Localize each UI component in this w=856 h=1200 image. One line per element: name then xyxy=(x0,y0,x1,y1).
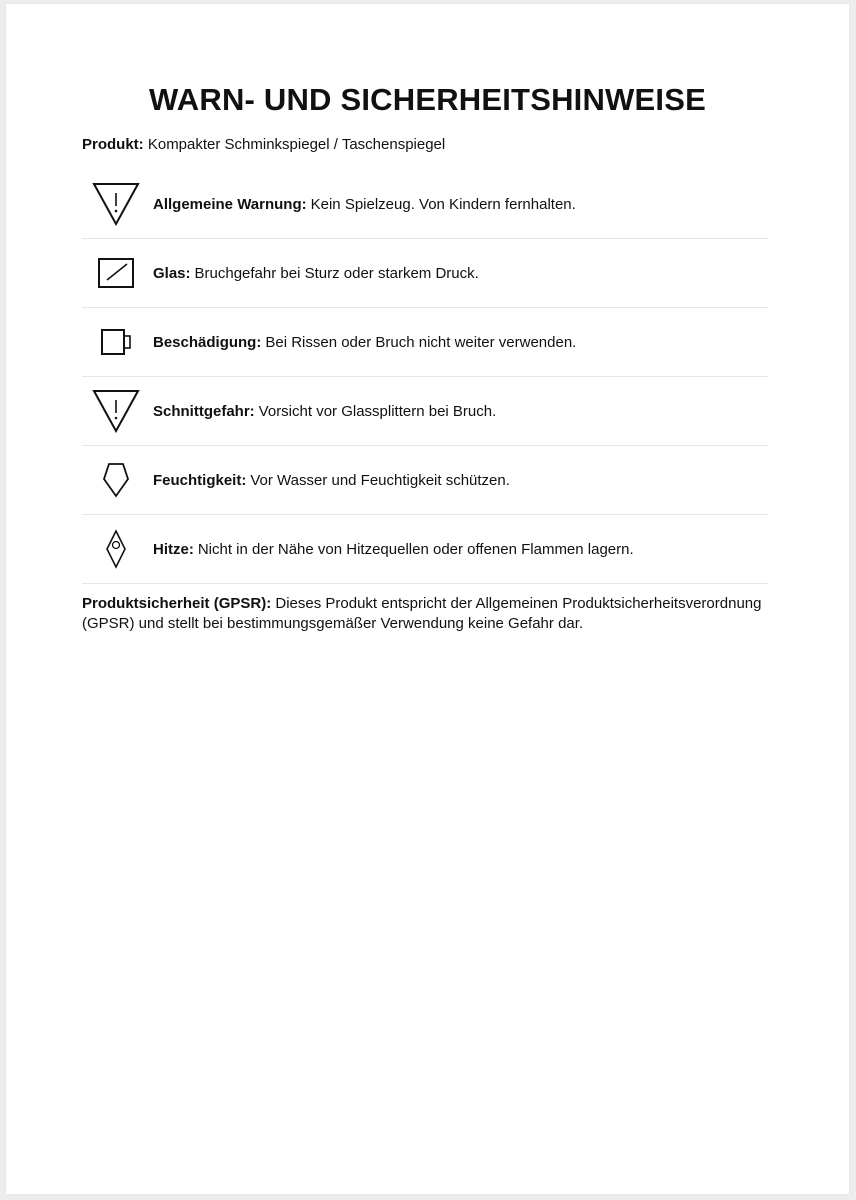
moisture-icon xyxy=(90,446,142,514)
warning-triangle-icon xyxy=(90,170,142,238)
warning-row-heat xyxy=(82,515,768,584)
warning-row-cut xyxy=(82,377,768,446)
warning-description: Bruchgefahr bei Sturz oder starkem Druck. xyxy=(194,264,479,282)
warning-list xyxy=(82,170,768,584)
warning-label: Feuchtigkeit: xyxy=(153,471,247,489)
warning-text xyxy=(153,239,479,307)
warning-description: Nicht in der Nähe von Hitzequellen oder offenen Flammen lagern. xyxy=(197,540,634,558)
warning-text xyxy=(153,170,576,238)
warning-text xyxy=(153,377,496,445)
warning-label: Beschädigung: xyxy=(153,333,262,351)
gpsr-text: Dieses Produkt entspricht der Allgemeinen Produktsicherheitsverordnung (GPSR) und stellt bei bestimmungsgemäßer Verwendung keine Gefahr dar. xyxy=(82,595,762,632)
warning-description: Bei Rissen oder Bruch nicht weiter verwenden. xyxy=(265,333,577,351)
gpsr-label: Produktsicherheit (GPSR): xyxy=(82,595,272,612)
warning-row-damage xyxy=(82,308,768,377)
warning-text xyxy=(153,515,634,583)
warning-text xyxy=(153,308,576,376)
damage-icon xyxy=(90,308,142,376)
warning-triangle-icon xyxy=(90,377,142,445)
document-page xyxy=(6,4,849,1194)
gpsr-statement xyxy=(82,594,772,633)
product-line xyxy=(82,135,445,155)
warning-description: Vor Wasser und Feuchtigkeit schützen. xyxy=(250,471,510,489)
warning-label: Glas: xyxy=(153,264,191,282)
warning-label: Schnittgefahr: xyxy=(153,402,255,420)
warning-row-moisture xyxy=(82,446,768,515)
warning-description: Kein Spielzeug. Von Kindern fernhalten. xyxy=(310,195,576,213)
page-title: WARN- UND SICHERHEITSHINWEISE xyxy=(149,82,706,117)
warning-row-general xyxy=(82,170,768,239)
product-value: Kompakter Schminkspiegel / Taschenspiegel xyxy=(147,136,446,153)
product-label: Produkt: xyxy=(82,136,144,153)
heat-flame-icon xyxy=(90,515,142,583)
warning-row-glass xyxy=(82,239,768,308)
warning-description: Vorsicht vor Glassplittern bei Bruch. xyxy=(258,402,497,420)
warning-label: Allgemeine Warnung: xyxy=(153,195,307,213)
warning-text xyxy=(153,446,510,514)
broken-glass-icon xyxy=(90,239,142,307)
warning-label: Hitze: xyxy=(153,540,194,558)
